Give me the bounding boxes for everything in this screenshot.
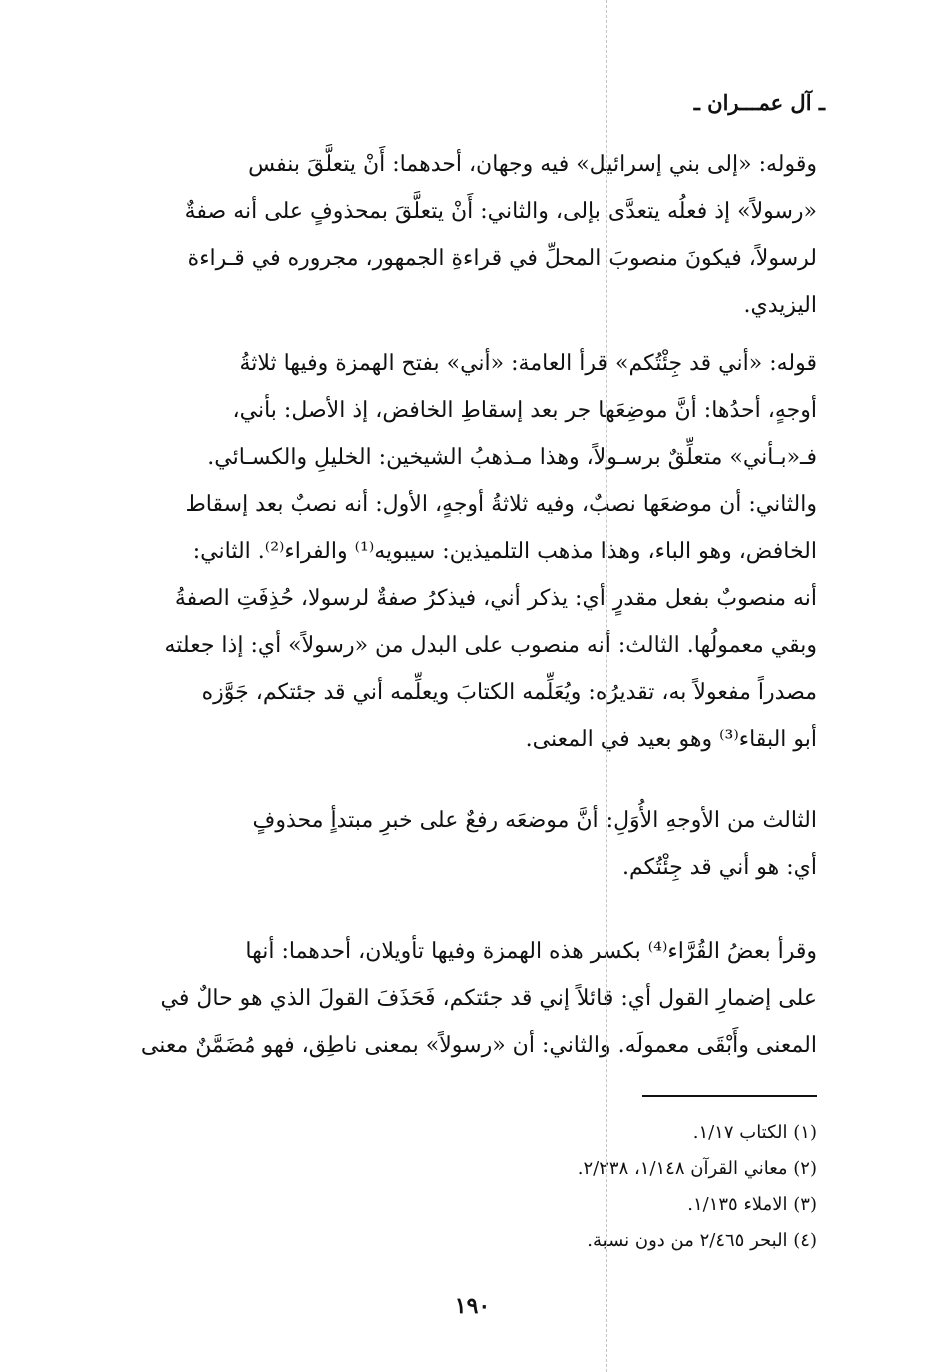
footnote-separator [642, 1095, 817, 1097]
text-line: أبو البقاء⁽³⁾ وهو بعيد في المعنى. [525, 727, 817, 752]
scan-fold-line [606, 0, 607, 1372]
text-line: المعنى وأَبْقَى معمولَه. والثاني: أن «رسولاً» بمعنى ناطِق، فهو مُضَمَّنٌ معنى [140, 1033, 817, 1058]
text-line: مصدراً مفعولاً به، تقديرُه: ويُعَلِّمه الكتابَ ويعلِّمه أني قد جئتكم، جَوَّزه [201, 680, 817, 705]
footnote: (٤) البحر ٢/٤٦٥ من دون نسبة. [587, 1230, 817, 1251]
paragraph [127, 928, 817, 1069]
text-line: فـ«بـأني» متعلِّقٌ برسـولاً، وهذا مـذهبُ الشيخين: الخليلِ والكسـائي. [207, 445, 817, 470]
paragraph [127, 340, 817, 763]
text-line: الخافض، وهو الباء، وهذا مذهب التلميذين: سيبويه⁽¹⁾ والفراء⁽²⁾. الثاني: [192, 539, 817, 564]
text-line: وقوله: «إلى بني إسرائيل» فيه وجهان، أحدهما: أَنْ يتعلَّقَ بنفس [248, 152, 817, 177]
footnote: (٢) معاني القرآن ١/١٤٨، ٢/٢٣٨. [577, 1158, 817, 1179]
text-line: أي: هو أني قد جِئْتُكم. [622, 855, 817, 880]
text-line: قوله: «أني قد جِئْتُكم» قرأ العامة: «أني» بفتح الهمزة وفيها ثلاثةُ [239, 351, 817, 376]
paragraph [127, 141, 817, 329]
text-line: لرسولاً، فيكونَ منصوبَ المحلِّ في قراءةِ الجمهور، مجروره في قـراءة [187, 246, 817, 271]
text-line: «رسولاً» إذ فعلُه يتعدَّى بإلى، والثاني: أَنْ يتعلَّقَ بمحذوفٍ على أنه صفةٌ [184, 199, 817, 224]
text-line: أنه منصوبٌ بفعل مقدرٍ أي: يذكر أني، فيذكرُ صفةٌ لرسولا، حُذِفَتِ الصفةُ [174, 586, 817, 611]
text-line: والثاني: أن موضعَها نصبٌ، وفيه ثلاثةُ أوجهٍ، الأول: أنه نصبٌ بعد إسقاط [185, 492, 817, 517]
paragraph [127, 797, 817, 891]
text-line: أوجهٍ، أحدُها: أنَّ موضِعَها جر بعد إسقاطِ الخافض، إذ الأصل: بأني، [232, 398, 817, 423]
footnote: (٣) الاملاء ١/١٣٥. [687, 1194, 817, 1215]
footnote: (١) الكتاب ١/١٧. [692, 1122, 817, 1143]
text-line: اليزيدي. [743, 293, 817, 318]
text-line: الثالث من الأوجهِ الأُوَلِ: أنَّ موضعَه رفعٌ على خبرِ مبتدأٍ محذوفٍ [252, 808, 817, 833]
text-line: على إضمارِ القول أي: قائلاً إني قد جئتكم، فَحَذَفَ القولَ الذي هو حالٌ في [160, 986, 817, 1011]
text-line: وقرأ بعضُ القُرَّاء⁽⁴⁾ بكسر هذه الهمزة وفيها تأويلان، أحدهما: أنها [245, 939, 817, 964]
text-line: وبقي معمولُها. الثالث: أنه منصوب على البدل من «رسولاً» أي: إذا جعلته [164, 633, 817, 658]
page-number: ١٩٠ [454, 1293, 491, 1319]
footnotes [127, 1115, 817, 1259]
running-header: ـ آل عمـــران ـ [693, 90, 825, 115]
